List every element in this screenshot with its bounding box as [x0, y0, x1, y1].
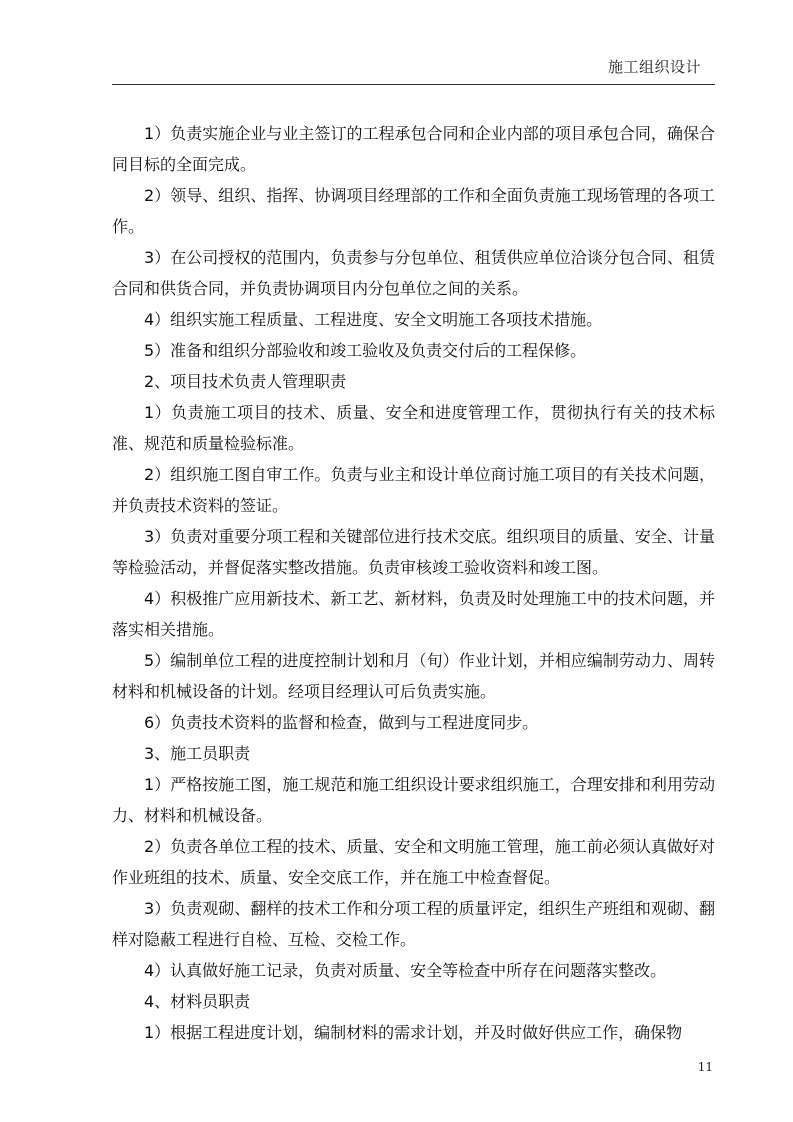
- paragraph-1: 1）负责实施企业与业主签订的工程承包合同和企业内部的项目承包合同，确保合同目标的全面完成。: [112, 124, 715, 174]
- paragraph-2: 2）领导、组织、指挥、协调项目经理部的工作和全面负责施工现场管理的各项工作。: [112, 186, 715, 236]
- section-heading-construction-staff: 3、施工员职责: [144, 744, 251, 763]
- paragraph-16: 3）负责观砌、翻样的技术工作和分项工程的质量评定，组织生产班组和观砌、翻样对隐蔽工程进行自检、互检、交检工作。: [112, 899, 715, 949]
- paragraph-8: 2）组织施工图自审工作。负责与业主和设计单位商讨施工项目的有关技术问题，并负责技术资料的签证。: [112, 465, 715, 515]
- paragraph-3: 3）在公司授权的范围内，负责参与分包单位、租赁供应单位洽谈分包合同、租赁合同和供货合同，并负责协调项目内分包单位之间的关系。: [112, 248, 715, 298]
- document-body: [112, 118, 715, 1048]
- paragraph-9: 3）负责对重要分项工程和关键部位进行技术交底。组织项目的质量、安全、计量等检验活动，并督促落实整改措施。负责审核竣工验收资料和竣工图。: [112, 527, 715, 577]
- page-number: 11: [697, 1060, 713, 1074]
- paragraph-11: 5）编制单位工程的进度控制计划和月（旬）作业计划，并相应编制劳动力、周转材料和机械设备的计划。经项目经理认可后负责实施。: [112, 651, 715, 701]
- paragraph-12: 6）负责技术资料的监督和检查，做到与工程进度同步。: [144, 713, 539, 732]
- paragraph-10: 4）积极推广应用新技术、新工艺、新材料，负责及时处理施工中的技术问题，并落实相关措施。: [112, 589, 715, 639]
- paragraph-17: 4）认真做好施工记录，负责对质量、安全等检查中所存在问题落实整改。: [144, 961, 667, 980]
- paragraph-19: 1）根据工程进度计划，编制材料的需求计划，并及时做好供应工作，确保物: [144, 1023, 683, 1042]
- header-divider: [112, 84, 715, 85]
- paragraph-14: 1）严格按施工图，施工规范和施工组织设计要求组织施工，合理安排和利用劳动力、材料和机械设备。: [112, 775, 715, 825]
- section-heading-materials-staff: 4、材料员职责: [144, 992, 251, 1011]
- paragraph-7: 1）负责施工项目的技术、质量、安全和进度管理工作，贯彻执行有关的技术标准、规范和质量检验标准。: [112, 403, 715, 453]
- header-title: 施工组织设计: [607, 58, 701, 76]
- section-heading-technical-lead: 2、项目技术负责人管理职责: [144, 372, 347, 391]
- paragraph-15: 2）负责各单位工程的技术、质量、安全和文明施工管理，施工前必须认真做好对作业班组的技术、质量、安全交底工作，并在施工中检查督促。: [112, 837, 715, 887]
- paragraph-5: 5）准备和组织分部验收和竣工验收及负责交付后的工程保修。: [144, 341, 587, 360]
- paragraph-4: 4）组织实施工程质量、工程进度、安全文明施工各项技术措施。: [144, 310, 603, 329]
